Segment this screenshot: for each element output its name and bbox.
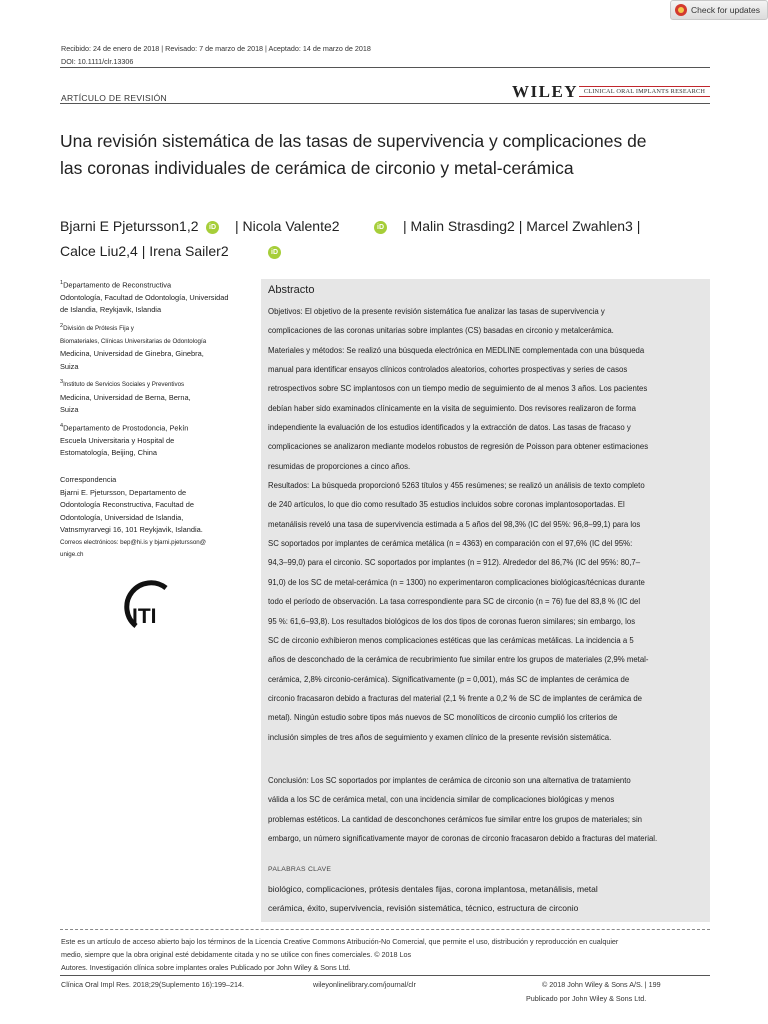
abstract-line: metanálisis reveló una tasa de supervivencia estimada a 5 años del 98,3% (IC del 95%: 96,8–99,1) para los [268, 519, 641, 529]
author-4: Calce Liu2,4 | Irena Sailer2 [60, 243, 229, 259]
abstract-line: años de desconchado de la cerámica de recubrimiento fue similar entre los grupos de materiales (2,9% metal- [268, 655, 649, 665]
doi-line: DOI: 10.1111/clr.13306 [61, 57, 134, 66]
abstract-line: SC de circonio exhibieron menos complicaciones estéticas que las cerámicas metálicas. La incidencia a 5 [268, 635, 634, 645]
keywords-line: biológico, complicaciones, prótesis dentales fijas, corona implantosa, metanálisis, metal [268, 884, 598, 894]
footer-citation: Clínica Oral Impl Res. 2018;29(Suplemento 16):199–214. [61, 980, 244, 989]
article-title [60, 128, 700, 182]
abstract-line: todo el período de observación. La tasa correspondiente para SC de circonio (n = 76) fue del 83,8 % (IC del [268, 597, 641, 607]
conclusion-line: problemas estéticos. La cantidad de desconchones cerámicos fue similar entre los grupos de materiales; sin [268, 814, 643, 824]
dates-line: Recibido: 24 de enero de 2018 | Revisado: 7 de marzo de 2018 | Aceptado: 14 de marzo de 2018 [61, 44, 371, 53]
abstract-line: manual para identificar ensayos clínicos controlados aleatorios, cohortes prospectivas y series de casos [268, 365, 628, 375]
conclusion-line: válida a los SC de cerámica metal, con una incidencia similar de complicaciones biológicas y menos [268, 795, 615, 805]
title-line: Una revisión sistemática de las tasas de supervivencia y complicaciones de [60, 131, 647, 151]
abstract-line: 91,0) de los SC de metal-cerámica (n = 1300) no experimentaron complicaciones biológicas/técnicas durante [268, 577, 645, 587]
title-line: las coronas individuales de cerámica de circonio y metal-cerámica [60, 158, 574, 178]
author-3: | Malin Strasding2 | Marcel Zwahlen3 | [403, 218, 641, 234]
abstract-line: 94,3–99,0) para el circonio. SC soportados por implantes (n = 912). Alrededor del 86,7% (IC del 95%: 80,7– [268, 558, 641, 568]
affiliation-4: $^4$Departamento de Prostodoncia, Pekín Escuela Universitaria y Hospital de Estomatología, Beijing, China [60, 423, 189, 458]
license-text: Este es un artículo de acceso abierto bajo los términos de la Licencia Creative Commons Atribución-No Comercial, que permite el uso, distribución y reproducción en cualquier medio, siempre que la obra original esté debidamente citada y no se utilice con fines comerciales. © 2018 Los Autores. Investigación clínica sobre implantes orales Publicado por John Wiley & Sons Ltd. [61, 937, 619, 972]
abstract-line: complicaciones se analizaron mediante modelos robustos de regresión de Poisson para obtener estimaciones [268, 442, 649, 452]
abstract-line: de 240 artículos, lo que dio como resultado 35 estudios incluidos sobre coronas implantosoportadas. El [268, 500, 625, 510]
footer-url[interactable]: wileyonlinelibrary.com/journal/clr [313, 980, 416, 989]
header-rule-2 [60, 103, 710, 104]
keywords-line: cerámica, éxito, supervivencia, revisión sistemática, técnico, estructura de circonio [268, 903, 579, 913]
affiliation-1: $^1$Departamento de Reconstructiva Odontología, Facultad de Odontología, Universidad de Islandia, Reykjavik, Islandia [60, 280, 229, 315]
abstract-line: metal). Ningún estudio sobre tipos más nuevos de SC monolíticos de circonio cumplió los criterios de [268, 713, 618, 723]
affiliation-2: $^2$División de Prótesis Fija y Biomateriales, Clínicas Universitarias de Odontología Medicina, Universidad de Ginebra, Ginebra, Suiza [60, 323, 207, 371]
article-type: ARTÍCULO DE REVISIÓN [61, 93, 167, 103]
publisher-logo: WILEY [512, 82, 579, 101]
license-divider [60, 929, 710, 930]
author-2: | Nicola Valente2 [235, 218, 340, 234]
check-for-updates-button[interactable] [670, 0, 768, 20]
keywords [268, 880, 708, 918]
abstract-line: debían haber sido examinados clínicamente en la visita de seguimiento. Dos revisores realizaron de forma [268, 403, 636, 413]
header-rule [60, 67, 710, 68]
abstract-line: resumidas de proporciones a cinco años. [268, 461, 411, 471]
footer-rule [60, 975, 710, 976]
conclusion-line: Conclusión: Los SC soportados por implantes de cerámica de circonio son una alternativa de tratamiento [268, 776, 631, 785]
footer-copyright: © 2018 John Wiley & Sons A/S. | 199 [542, 980, 661, 989]
abstract-line: Resultados: La búsqueda proporcionó 5263 títulos y 455 resúmenes; se realizó un análisis de texto completo [268, 481, 645, 491]
abstract-heading: Abstracto [268, 284, 315, 296]
orcid-icon[interactable]: iD [374, 221, 387, 234]
abstract-body [268, 302, 716, 747]
abstract-line: complicaciones de las coronas unitarias sobre implantes (CS) basadas en circonio y metalcerámica. [268, 326, 614, 336]
abstract-line: independiente la evaluación de los estudios identificados y la extracción de datos. Las tasas de fracaso y [268, 423, 631, 433]
abstract-line: retrospectivos sobre SC implantosos con un tiempo medio de seguimiento de al menos 3 años. Los pacientes [268, 384, 648, 394]
check-for-updates-label: Check for updates [691, 5, 760, 15]
iti-logo-text: ITI [132, 605, 157, 628]
affiliation-3: $^3$Instituto de Servicios Sociales y Preventivos Medicina, Universidad de Berna, Berna, Suiza [60, 379, 191, 415]
abstract-conclusion [268, 771, 716, 848]
crossmark-icon [675, 4, 687, 16]
footer-published-by: Publicado por John Wiley & Sons Ltd. [526, 994, 647, 1003]
abstract-line: circonio fracasaron debido a fracturas del material (2,1 % frente a 0,2 % de SC de implantes de cerámica de [268, 693, 643, 703]
orcid-icon[interactable]: iD [206, 221, 219, 234]
author-1: Bjarni E Pjetursson1,2 [60, 218, 199, 234]
abstract-line: inclusión simples de tres años de seguimiento y examen clínico de la presente revisión sistemática. [268, 732, 612, 742]
keywords-label: PALABRAS CLAVE [268, 866, 332, 873]
abstract-line: SC soportados por implantes de cerámica metálica (n = 4363) en comparación con el 97,6% (IC del 95%: [268, 539, 633, 549]
abstract-line: 95 %: 61,6–93,8). Los resultados biológicos de los dos tipos de coronas fueron similares; sin embargo, los [268, 616, 636, 626]
orcid-icon[interactable]: iD [268, 246, 281, 259]
iti-logo [118, 580, 180, 630]
abstract-line: Objetivos: El objetivo de la presente revisión sistemática fue analizar las tasas de supervivencia y [268, 307, 605, 316]
abstract-line: cerámica, 2,8% circonio-cerámica). Significativamente (p = 0,001), más SC de implantes de cerámica de [268, 674, 630, 684]
conclusion-line: embargo, un número significativamente mayor de coronas de circonio fracasaron debido a fracturas del material. [268, 834, 658, 844]
abstract-line: Materiales y métodos: Se realizó una búsqueda electrónica en MEDLINE complementada con una búsqueda [268, 345, 645, 355]
journal-name: CLINICAL ORAL IMPLANTS RESEARCH [579, 86, 710, 97]
correspondence: Correspondencia Bjarni E. Pjetursson, Departamento de Odontología Reconstructiva, Facultad de Odontología, Universidad de Islandia, Vatnsmyrarvegi 16, 101 Reykjavik, Islandia. Correos electrónicos: bep@hi.is y bjarni.pjetursson@ unige.ch [60, 475, 207, 558]
